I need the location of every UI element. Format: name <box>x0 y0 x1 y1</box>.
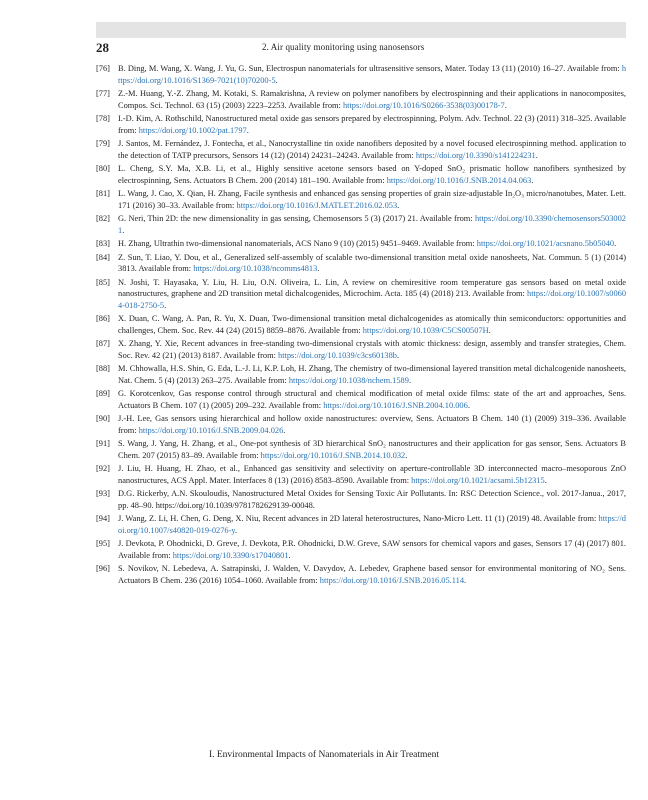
reference-number: [90] <box>96 414 110 423</box>
reference-number: [81] <box>96 189 110 198</box>
reference-item: [80] L. Cheng, S.Y. Ma, X.B. Li, et al., Highly sensitive acetone sensors based on Y-doped SnO₂ prismatic hollow nanofibers synthesized by electrospinning, Sens. Actuators B Chem. 200 (2014) 181–190. Available from: https://doi.org/10.1016/J.SNB.2014.04.063. <box>96 164 626 185</box>
reference-item: [90] J.-H. Lee, Gas sensors using hierarchical and hollow oxide nanostructures: overview, Sens. Actuators B Chem. 140 (1) (2009) 319–336. Available from: https://doi.org/10.1016/J.SNB.2009.04.026. <box>96 414 626 435</box>
reference-number: [95] <box>96 539 110 548</box>
running-title: 2. Air quality monitoring using nanosensors <box>262 42 425 52</box>
doi-link[interactable]: https://doi.org/10.1002/pat.1797 <box>138 125 247 135</box>
doi-link[interactable]: https://doi.org/10.1016/J.SNB.2004.10.006 <box>323 400 468 410</box>
reference-list <box>96 63 626 588</box>
doi-link[interactable]: https://doi.org/10.1007/s00604-018-2750-5 <box>118 289 627 310</box>
reference-number: [82] <box>96 214 110 223</box>
reference-text: I.-D. Kim, A. Rothschild, Nanostructured metal oxide gas sensors prepared by electrospinning, Polym. Adv. Technol. 22 (3) (2011) 318–325. Available from: <box>118 114 626 135</box>
reference-number: [94] <box>96 514 110 523</box>
reference-item: [86] X. Duan, C. Wang, A. Pan, R. Yu, X. Duan, Two-dimensional transition metal dichalcogenides as atomically thin semiconductors: opportunities and challenges, Chem. Soc. Rev. 44 (24) (2015) 8859–8876. Available from: https://doi.org/10.1039/C5CS00507H. <box>96 314 626 335</box>
reference-number: [77] <box>96 89 110 98</box>
reference-number: [84] <box>96 252 110 262</box>
reference-number: [93] <box>96 489 110 498</box>
reference-text: X. Duan, C. Wang, A. Pan, R. Yu, X. Duan, Two-dimensional transition metal dichalcogenides as atomically thin semiconductors: opportunities and challenges, Chem. Soc. Rev. 44 (24) (2015) 8859–8876. Available from: <box>118 314 626 335</box>
reference-number: [89] <box>96 389 110 398</box>
doi-link[interactable]: https://doi.org/10.1016/J.SNB.2016.05.114 <box>319 575 465 585</box>
doi-link[interactable]: https://doi.org/10.1038/ncomms4813 <box>193 264 318 273</box>
doi-link[interactable]: https://doi.org/10.1021/acsnano.5b05040 <box>476 239 615 248</box>
doi-link[interactable]: https://doi.org/10.3390/s141224231 <box>415 150 536 160</box>
reference-text: L. Wang, J. Cao, X. Qian, H. Zhang, Facile synthesis and enhanced gas sensing properties of grain size-adjustable In₂O₃ micro/nanotubes, Mater. Lett. 171 (2016) 30–33. Available from: <box>118 189 626 210</box>
reference-text: J. Santos, M. Fernández, J. Fontecha, et al., Nanocrystalline tin oxide nanofibers deposited by a novel focused electrospinning method. application to the detection of TATP precursors, Sensors 14 (12) (2014) 24231–24243. Available from: <box>118 139 626 160</box>
reference-item: [84] Z. Sun, T. Liao, Y. Dou, et al., Generalized self-assembly of scalable two-dimensional transition metal oxide nanosheets, Nat. Commun. 5 (1) (2014) 3813. Available from: https://doi.org/10.1038/ncomms4813. <box>96 252 626 273</box>
reference-item: [92] J. Liu, H. Huang, H. Zhao, et al., Enhanced gas sensitivity and selectivity on aperture-controllable 3D interconnected macro–mesoporous ZnO nanostructures, ACS Appl. Mater. Interfaces 8 (13) (2016) 8583–8590. Available from: https://doi.org/10.1021/acsami.5b12315. <box>96 464 626 485</box>
reference-item: [83] H. Zhang, Ultrathin two-dimensional nanomaterials, ACS Nano 9 (10) (2015) 9451–9469. Available from: https://doi.org/10.1021/acsnano.5b05040. <box>96 239 617 248</box>
reference-item: [96] S. Novikov, N. Lebedeva, A. Satrapinski, J. Walden, V. Davydov, A. Lebedev, Graphene based sensor for environmental monitoring of NO₂ Sens. Actuators B Chem. 236 (2016) 1054–1060. Available from: https://doi.org/10.1016/J.SNB.2016.05.114. <box>96 564 626 585</box>
reference-text: J. Wang, Z. Li, H. Chen, G. Deng, X. Niu, Recent advances in 2D lateral heterostructures, Nano-Micro Lett. 11 (1) (2019) 48. Available from: <box>118 514 597 523</box>
reference-item: [77] Z.-M. Huang, Y.-Z. Zhang, M. Kotaki, S. Ramakrishna, A review on polymer nanofibers by electrospinning and their applications in nanocomposites, Compos. Sci. Technol. 63 (15) (2003) 2223–2253. Available from: https://doi.org/10.1016/S0266-3538(03)00178-7. <box>96 89 626 110</box>
reference-text: S. Novikov, N. Lebedeva, A. Satrapinski, J. Walden, V. Davydov, A. Lebedev, Graphene based sensor for environmental monitoring of NO₂ Sens. Actuators B Chem. 236 (2016) 1054–1060. Available from: <box>118 564 626 585</box>
reference-item: [94] J. Wang, Z. Li, H. Chen, G. Deng, X. Niu, Recent advances in 2D lateral heterostructures, Nano-Micro Lett. 11 (1) (2019) 48. Available from: https://doi.org/10.1007/s40820-019-0276-y. <box>96 514 626 535</box>
doi-link[interactable]: https://doi.org/10.1016/J.MATLET.2016.02.053 <box>236 200 398 210</box>
reference-text: N. Joshi, T. Hayasaka, Y. Liu, H. Liu, O.N. Oliveira, L. Lin, A review on chemiresitive room temperature gas sensors based on metal oxide nanostructures, graphene and 2D transition metal dichalcogenides, Microchim. Acta. 185 (4) (2018) 213. Available from: <box>118 277 626 298</box>
reference-text: J. Liu, H. Huang, H. Zhao, et al., Enhanced gas sensitivity and selectivity on aperture-controllable 3D interconnected macro–mesoporous ZnO nanostructures, ACS Appl. Mater. Interfaces 8 (13) (2016) 8583–8590. Available from: <box>118 464 626 485</box>
reference-text: S. Wang, J. Yang, H. Zhang, et al., One-pot synthesis of 3D hierarchical SnO₂ nanostructures and their application for gas sensor, Sens. Actuators B Chem. 207 (2015) 83–89. Available from: <box>118 439 626 460</box>
reference-number: [78] <box>96 114 110 123</box>
doi-link[interactable]: https://doi.org/10.1021/acsami.5b12315 <box>411 475 545 485</box>
reference-item <box>96 488 626 511</box>
doi-link[interactable]: https://doi.org/10.1039/C5CS00507H <box>362 325 489 335</box>
reference-item: [79] J. Santos, M. Fernández, J. Fontecha, et al., Nanocrystalline tin oxide nanofibers deposited by a novel focused electrospinning method. application to the detection of TATP precursors, Sensors 14 (12) (2014) 24231–24243. Available from: https://doi.org/10.3390/s141224231. <box>96 139 626 160</box>
reference-text: D.G. Rickerby, A.N. Skouloudis, Nanostructured Metal Oxides for Sensing Toxic Air Pollutants. In: RSC Detection Science., vol. 2017-Janua., 2017, pp. 48–90. https://doi.org/10.1039/9781782629139-00048. <box>118 489 626 510</box>
reference-item: [87] X. Zhang, Y. Xie, Recent advances in free-standing two-dimensional crystals with atomic thickness: design, assembly and transfer strategies, Chem. Soc. Rev. 42 (21) (2013) 8187. Available from: https://doi.org/10.1039/c3cs60138b. <box>96 339 626 360</box>
reference-number: [80] <box>96 164 110 173</box>
doi-link[interactable]: https://doi.org/10.1016/S0266-3538(03)00178-7 <box>342 100 505 110</box>
reference-item: [81] L. Wang, J. Cao, X. Qian, H. Zhang, Facile synthesis and enhanced gas sensing properties of grain size-adjustable In₂O₃ micro/nanotubes, Mater. Lett. 171 (2016) 30–33. Available from: https://doi.org/10.1016/J.MATLET.2016.02.053. <box>96 189 626 210</box>
reference-text: H. Zhang, Ultrathin two-dimensional nanomaterials, ACS Nano 9 (10) (2015) 9451–9469. Available from: <box>118 239 475 248</box>
doi-link[interactable]: https://doi.org/10.1007/s40820-019-0276-y <box>118 514 626 535</box>
reference-text: G. Neri, Thin 2D: the new dimensionality in gas sensing, Chemosensors 5 (3) (2017) 21. Available from: <box>118 214 473 223</box>
doi-link[interactable]: https://doi.org/10.3390/s17040801 <box>172 550 289 560</box>
reference-text: X. Zhang, Y. Xie, Recent advances in free-standing two-dimensional crystals with atomic thickness: design, assembly and transfer strategies, Chem. Soc. Rev. 42 (21) (2013) 8187. Available from: <box>118 339 626 360</box>
reference-number: [83] <box>96 239 110 248</box>
reference-text: B. Ding, M. Wang, X. Wang, J. Yu, G. Sun, Electrospun nanomaterials for ultrasensitive sensors, Mater. Today 13 (11) (2010) 16–27. Available from: <box>118 64 620 73</box>
reference-text: G. Korotcenkov, Gas response control through structural and chemical modification of metal oxide films: state of the art and approaches, Sens. Actuators B Chem. 107 (1) (2005) 209–232. Available from: <box>118 389 626 410</box>
page-number: 28 <box>96 40 109 55</box>
reference-number: [76] <box>96 64 110 73</box>
reference-text: Z. Sun, T. Liao, Y. Dou, et al., Generalized self-assembly of scalable two-dimensional transition metal oxide nanosheets, Nat. Commun. 5 (1) (2014) 3813. Available from: <box>118 252 626 273</box>
reference-number: [87] <box>96 339 110 348</box>
reference-item: [95] J. Devkota, P. Ohodnicki, D. Greve, J. Devkota, P.R. Ohodnicki, D.W. Greve, SAW sensors for chemical vapors and gases, Sensors 17 (4) (2017) 801. Available from: https://doi.org/10.3390/s17040801. <box>96 539 626 560</box>
reference-text: J.-H. Lee, Gas sensors using hierarchical and hollow oxide nanostructures: overview, Sens. Actuators B Chem. 140 (1) (2009) 319–336. Available from: <box>118 414 626 435</box>
reference-number: [88] <box>96 364 110 373</box>
reference-item: [76] B. Ding, M. Wang, X. Wang, J. Yu, G. Sun, Electrospun nanomaterials for ultrasensitive sensors, Mater. Today 13 (11) (2010) 16–27. Available from: https://doi.org/10.1016/S1369-7021(10)70200-5. <box>96 64 626 85</box>
reference-item: [89] G. Korotcenkov, Gas response control through structural and chemical modification of metal oxide films: state of the art and approaches, Sens. Actuators B Chem. 107 (1) (2005) 209–232. Available from: https://doi.org/10.1016/J.SNB.2004.10.006. <box>96 389 626 410</box>
reference-item: [85] N. Joshi, T. Hayasaka, Y. Liu, H. Liu, O.N. Oliveira, L. Lin, A review on chemiresitive room temperature gas sensors based on metal oxide nanostructures, graphene and 2D transition metal dichalcogenides, Microchim. Acta. 185 (4) (2018) 213. Available from: https://doi.org/10.1007/s00604-018-2750-5. <box>96 277 627 310</box>
reference-number: [85] <box>96 277 110 287</box>
reference-number: [92] <box>96 464 110 473</box>
reference-text: M. Chhowalla, H.S. Shin, G. Eda, L.-J. Li, K.P. Loh, H. Zhang, The chemistry of two-dimensional layered transition metal dichalcogenide nanosheets, Nat. Chem. 5 (4) (2013) 263–275. Available from: <box>118 364 626 385</box>
reference-item: [78] I.-D. Kim, A. Rothschild, Nanostructured metal oxide gas sensors prepared by electrospinning, Polym. Adv. Technol. 22 (3) (2011) 318–325. Available from: https://doi.org/10.1002/pat.1797. <box>96 114 626 135</box>
reference-number: [91] <box>96 439 110 448</box>
reference-item: [91] S. Wang, J. Yang, H. Zhang, et al., One-pot synthesis of 3D hierarchical SnO₂ nanostructures and their application for gas sensor, Sens. Actuators B Chem. 207 (2015) 83–89. Available from: https://doi.org/10.1016/J.SNB.2014.10.032. <box>96 439 626 460</box>
doi-link[interactable]: https://doi.org/10.1016/J.SNB.2014.04.063 <box>386 175 532 185</box>
reference-item: [82] G. Neri, Thin 2D: the new dimensionality in gas sensing, Chemosensors 5 (3) (2017) 21. Available from: https://doi.org/10.3390/chemosensors5030021. <box>96 214 626 235</box>
doi-link[interactable]: https://doi.org/10.1016/J.SNB.2014.10.032 <box>260 450 406 460</box>
reference-text: L. Cheng, S.Y. Ma, X.B. Li, et al., Highly sensitive acetone sensors based on Y-doped SnO₂ prismatic hollow nanofibers synthesized by electrospinning, Sens. Actuators B Chem. 200 (2014) 181–190. Available from: <box>118 164 626 185</box>
doi-link[interactable]: https://doi.org/10.1016/J.SNB.2009.04.026 <box>138 425 284 435</box>
doi-link[interactable]: https://doi.org/10.1039/c3cs60138b <box>278 350 397 360</box>
doi-link[interactable]: https://doi.org/10.1038/nchem.1589 <box>288 375 409 385</box>
reference-number: [86] <box>96 314 110 323</box>
reference-number: [79] <box>96 139 110 148</box>
reference-item: [88] M. Chhowalla, H.S. Shin, G. Eda, L.-J. Li, K.P. Loh, H. Zhang, The chemistry of two-dimensional layered transition metal dichalcogenide nanosheets, Nat. Chem. 5 (4) (2013) 263–275. Available from: https://doi.org/10.1038/nchem.1589. <box>96 364 626 385</box>
reference-number: [96] <box>96 564 110 573</box>
doi-link[interactable]: https://doi.org/10.1016/S1369-7021(10)70200-5 <box>118 64 626 85</box>
reference-text: J. Devkota, P. Ohodnicki, D. Greve, J. Devkota, P.R. Ohodnicki, D.W. Greve, SAW sensors for chemical vapors and gases, Sensors 17 (4) (2017) 801. Available from: <box>118 539 626 560</box>
reference-text: Z.-M. Huang, Y.-Z. Zhang, M. Kotaki, S. Ramakrishna, A review on polymer nanofibers by electrospinning and their applications in nanocomposites, Compos. Sci. Technol. 63 (15) (2003) 2223–2253. Available from: <box>118 89 626 110</box>
header-bar <box>96 22 626 38</box>
doi-link[interactable]: https://doi.org/10.3390/chemosensors5030021 <box>118 214 626 235</box>
footer-section-title: I. Environmental Impacts of Nanomaterials in Air Treatment <box>208 750 440 760</box>
